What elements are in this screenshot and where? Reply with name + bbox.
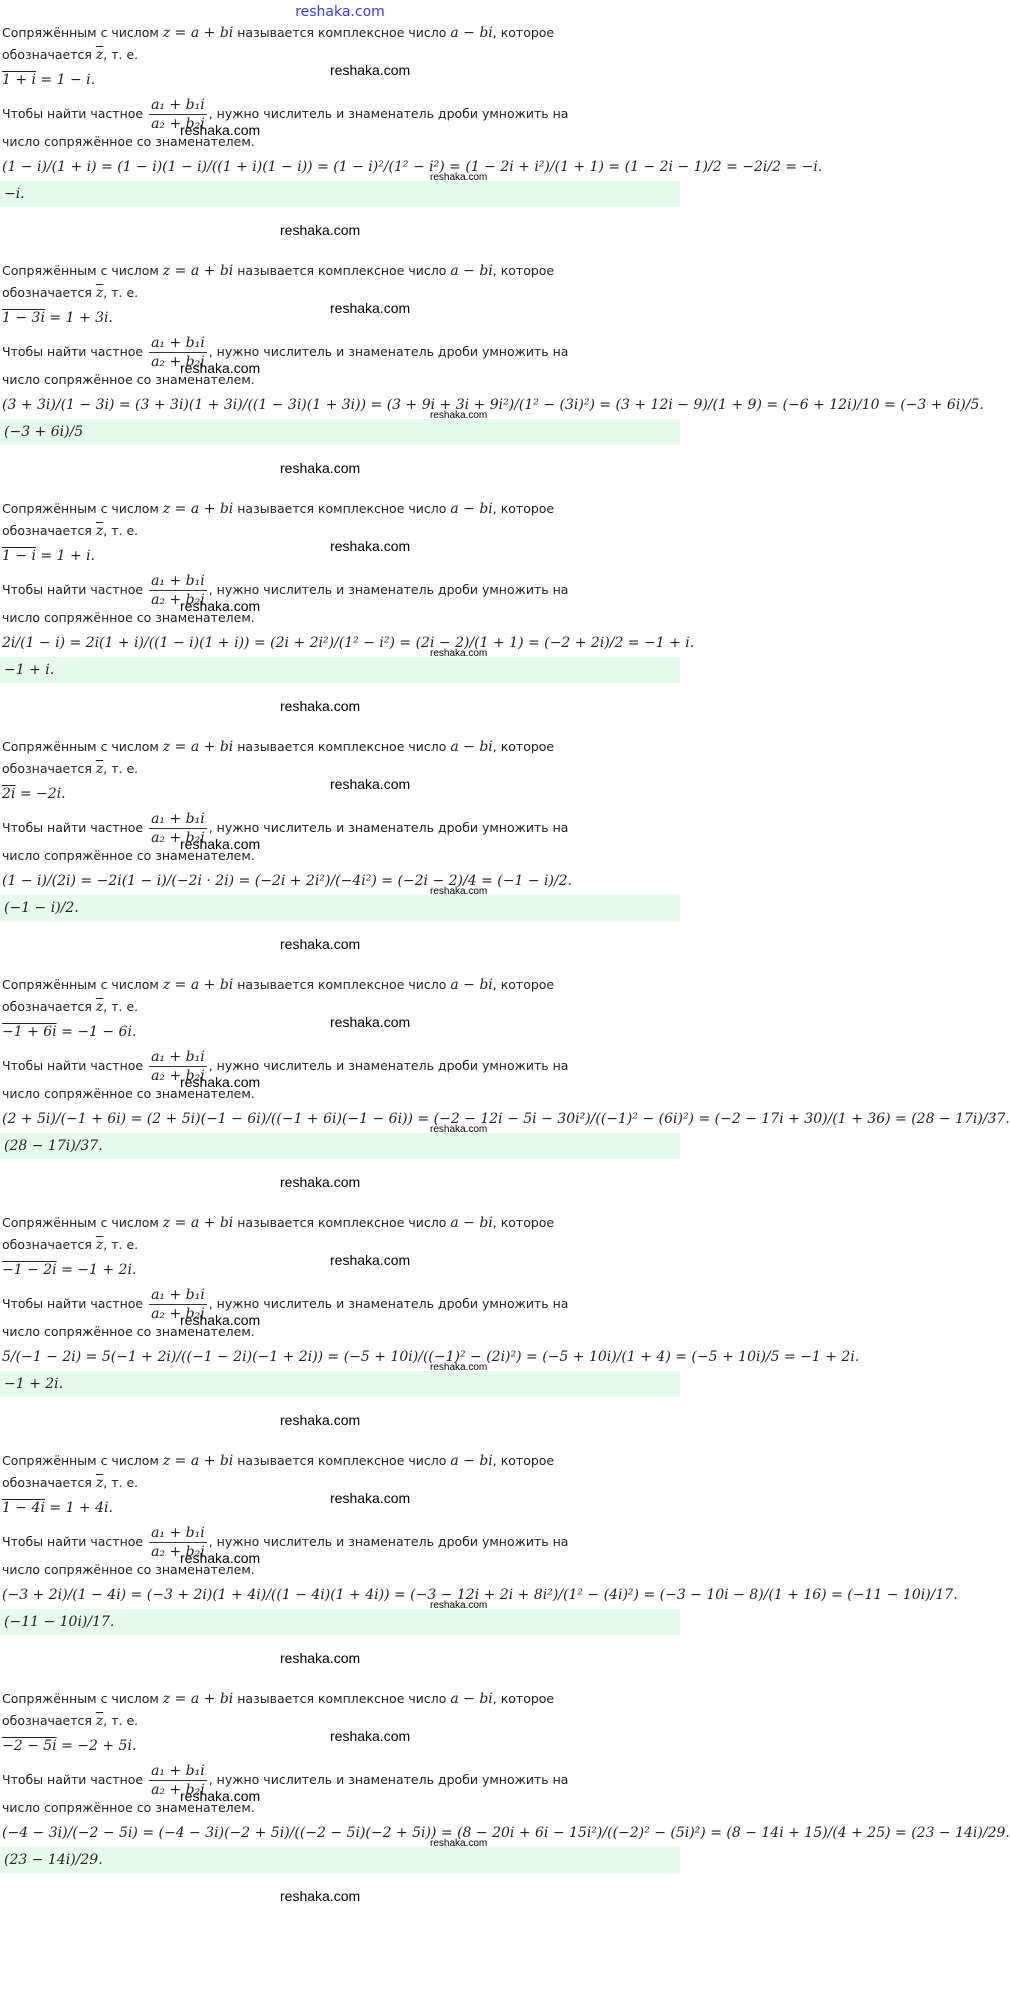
- z-bar: $\overline{z}$: [95, 285, 104, 301]
- watermark: reshaka.com: [330, 1252, 411, 1268]
- watermark: reshaka.com: [280, 222, 361, 238]
- calculation: 5/(−1 − 2i) = 5(−1 + 2i)/((−1 − 2i)(−1 + 2i)) = (−5 + 10i)/((−1)² − (2i)²) = (−5 + 10i)/(1 + 4) = (−5 + 10i)/5 = −1 + 2i.: [2, 1349, 860, 1365]
- definition-text: [0, 498, 680, 520]
- z-bar: $\overline{z}$: [95, 1475, 104, 1491]
- denoted-label: обозначается: [2, 285, 96, 300]
- z-bar: $\overline{z}$: [95, 47, 104, 63]
- conjugate-value: = −2 + 5i.: [56, 1738, 137, 1754]
- calculation: (3 + 3i)/(1 − 3i) = (3 + 3i)(1 + 3i)/((1 − 3i)(1 + 3i)) = (3 + 9i + 3i + 9i²)/(1² − (3i)²) = (3 + 12i − 9)/(1 + 9) = (−6 + 12i)/10 = (−3 + 6i)/5.: [2, 397, 984, 413]
- answer: −1 + 2i.: [0, 1371, 680, 1397]
- watermark: reshaka.com: [280, 1412, 361, 1428]
- rule-text: Чтобы найти частное: [2, 820, 148, 835]
- fraction-numerator: a₁ + b₁i: [151, 1525, 205, 1541]
- watermark: reshaka.com: [280, 936, 361, 952]
- watermark: reshaka.com: [430, 648, 488, 659]
- z-expression: z = a + bi: [162, 501, 234, 517]
- answer: −i.: [0, 181, 680, 207]
- watermark: reshaka.com: [180, 598, 261, 614]
- intro-text: Сопряжённым с числом: [2, 501, 163, 516]
- z-expression: z = a + bi: [162, 1691, 234, 1707]
- rule-text: Чтобы найти частное: [2, 582, 148, 597]
- watermark: reshaka.com: [330, 1490, 411, 1506]
- watermark: reshaka.com: [180, 1074, 261, 1090]
- rule-text: число сопряжённое со знаменателем.: [2, 1562, 255, 1577]
- conjugate-value: = 1 + 4i.: [44, 1500, 113, 1516]
- fraction-numerator: a₁ + b₁i: [151, 811, 205, 827]
- conjugate-value: = −1 + 2i.: [56, 1262, 137, 1278]
- watermark: reshaka.com: [180, 360, 261, 376]
- watermark: reshaka.com: [180, 1788, 261, 1804]
- z-bar: $\overline{z}$: [95, 761, 104, 777]
- conjugate-value: = 1 + 3i.: [44, 310, 113, 326]
- conjugate-bar: −2 − 5i: [2, 1738, 57, 1754]
- rule-text: Чтобы найти частное: [2, 344, 148, 359]
- definition-text: [0, 1450, 680, 1472]
- quotient-rule: [0, 1284, 680, 1343]
- z-expression: z = a + bi: [162, 263, 234, 279]
- watermark: reshaka.com: [330, 1728, 411, 1744]
- rule-text: , нужно числитель и знаменатель дроби умножить на: [208, 582, 569, 597]
- solution-block: [0, 736, 680, 974]
- fraction-denominator: a₂ + b₂i: [151, 830, 205, 846]
- conjugate-bar: 1 − i: [2, 548, 37, 564]
- intro-text: Сопряжённым с числом: [2, 25, 163, 40]
- intro-text: , которое: [492, 263, 555, 278]
- answer: −1 + i.: [0, 657, 680, 683]
- rule-text: , нужно числитель и знаменатель дроби умножить на: [208, 1058, 569, 1073]
- conjugate-expression: a − bi: [450, 739, 493, 755]
- watermark: reshaka.com: [180, 1550, 261, 1566]
- intro-text: Сопряжённым с числом: [2, 739, 163, 754]
- z-expression: z = a + bi: [162, 977, 234, 993]
- solution-content: [0, 22, 1010, 1926]
- intro-text: Сопряжённым с числом: [2, 263, 163, 278]
- intro-text: , которое: [492, 977, 555, 992]
- fraction-denominator: a₂ + b₂i: [151, 1544, 205, 1560]
- answer: (−11 − 10i)/17.: [0, 1609, 680, 1635]
- conjugate-bar: 1 − 3i: [2, 310, 45, 326]
- intro-text: Сопряжённым с числом: [2, 1453, 163, 1468]
- z-bar: $\overline{z}$: [95, 999, 104, 1015]
- rule-text: число сопряжённое со знаменателем.: [2, 1800, 255, 1815]
- intro-text: называется комплексное число: [233, 501, 451, 516]
- te-label: , т. е.: [103, 285, 139, 300]
- rule-text: Чтобы найти частное: [2, 1058, 148, 1073]
- conjugate-value: = 1 − i.: [36, 72, 96, 88]
- conjugate-bar: −1 + 6i: [2, 1024, 57, 1040]
- rule-text: Чтобы найти частное: [2, 1296, 148, 1311]
- intro-text: , которое: [492, 1215, 555, 1230]
- watermark: reshaka.com: [330, 538, 411, 554]
- quotient-rule: [0, 808, 680, 867]
- answer: (−1 − i)/2.: [0, 895, 680, 921]
- watermark: reshaka.com: [180, 836, 261, 852]
- conjugate-bar: 1 − 4i: [2, 1500, 45, 1516]
- calculation: (1 − i)/(2i) = −2i(1 − i)/(−2i · 2i) = (−2i + 2i²)/(−4i²) = (−2i − 2)/4 = (−1 − i)/2.: [2, 873, 573, 889]
- watermark: reshaka.com: [180, 1312, 261, 1328]
- conjugate-expression: a − bi: [450, 1691, 493, 1707]
- quotient-rule: [0, 332, 680, 391]
- intro-text: называется комплексное число: [233, 1453, 451, 1468]
- quotient-rule: [0, 1522, 680, 1581]
- calculation: (2 + 5i)/(−1 + 6i) = (2 + 5i)(−1 − 6i)/((−1 + 6i)(−1 − 6i)) = (−2 − 12i − 5i − 30i²)/((−1)² − (6i)²) = (−2 − 17i + 30)/(1 + 36) = (28 − 17i)/37.: [2, 1111, 1010, 1127]
- z-bar: $\overline{z}$: [95, 1237, 104, 1253]
- watermark: reshaka.com: [330, 300, 411, 316]
- intro-text: называется комплексное число: [233, 1691, 451, 1706]
- te-label: , т. е.: [103, 761, 139, 776]
- watermark: reshaka.com: [330, 62, 411, 78]
- fraction-denominator: a₂ + b₂i: [151, 354, 205, 370]
- te-label: , т. е.: [103, 47, 139, 62]
- intro-text: называется комплексное число: [233, 739, 451, 754]
- rule-text: Чтобы найти частное: [2, 1534, 148, 1549]
- intro-text: , которое: [492, 501, 555, 516]
- intro-text: называется комплексное число: [233, 977, 451, 992]
- fraction-denominator: a₂ + b₂i: [151, 1782, 205, 1798]
- definition-text: [0, 260, 680, 282]
- conjugate-value: = −2i.: [15, 786, 66, 802]
- solution-block: [0, 1450, 958, 1688]
- watermark: reshaka.com: [280, 698, 361, 714]
- conjugate-expression: a − bi: [450, 501, 493, 517]
- fraction-numerator: a₁ + b₁i: [151, 573, 205, 589]
- denoted-label: обозначается: [2, 1713, 96, 1728]
- answer: (−3 + 6i)/5: [0, 419, 680, 445]
- watermark: reshaka.com: [330, 776, 411, 792]
- definition-text: [0, 22, 680, 44]
- te-label: , т. е.: [103, 1237, 139, 1252]
- quotient-rule: [0, 1046, 680, 1105]
- conjugate-expression: a − bi: [450, 25, 493, 41]
- site-link[interactable]: reshaka.com: [295, 4, 385, 20]
- z-expression: z = a + bi: [162, 1453, 234, 1469]
- watermark: reshaka.com: [430, 1600, 488, 1611]
- intro-text: Сопряжённым с числом: [2, 1691, 163, 1706]
- intro-text: , которое: [492, 739, 555, 754]
- conjugate-bar: 1 + i: [2, 72, 37, 88]
- definition-text: [0, 736, 680, 758]
- denoted-label: обозначается: [2, 1475, 96, 1490]
- fraction-numerator: a₁ + b₁i: [151, 1049, 205, 1065]
- definition-text: [0, 974, 680, 996]
- rule-text: Чтобы найти частное: [2, 106, 148, 121]
- intro-text: Сопряжённым с числом: [2, 977, 163, 992]
- calculation: (−3 + 2i)/(1 − 4i) = (−3 + 2i)(1 + 4i)/((1 − 4i)(1 + 4i)) = (−3 − 12i + 2i + 8i²)/(1² − (4i)²) = (−3 − 10i − 8)/(1 + 16) = (−11 − 10i)/17.: [2, 1587, 958, 1603]
- rule-text: число сопряжённое со знаменателем.: [2, 1086, 255, 1101]
- te-label: , т. е.: [103, 999, 139, 1014]
- fraction-numerator: a₁ + b₁i: [151, 1763, 205, 1779]
- intro-text: называется комплексное число: [233, 1215, 451, 1230]
- z-expression: z = a + bi: [162, 739, 234, 755]
- definition-text: [0, 1212, 680, 1234]
- conjugate-expression: a − bi: [450, 263, 493, 279]
- quotient-rule: [0, 94, 680, 153]
- rule-text: , нужно числитель и знаменатель дроби умножить на: [208, 1534, 569, 1549]
- watermark: reshaka.com: [330, 1014, 411, 1030]
- denoted-label: обозначается: [2, 523, 96, 538]
- watermark: reshaka.com: [430, 1838, 488, 1849]
- calculation: 2i/(1 − i) = 2i(1 + i)/((1 − i)(1 + i)) = (2i + 2i²)/(1² − i²) = (2i − 2)/(1 + 1) = (−2 + 2i)/2 = −1 + i.: [2, 635, 695, 651]
- te-label: , т. е.: [103, 523, 139, 538]
- definition-text: [0, 1688, 680, 1710]
- solution-block: [0, 22, 823, 260]
- quotient-rule: [0, 1760, 680, 1819]
- fraction-denominator: a₂ + b₂i: [151, 592, 205, 608]
- rule-text: число сопряжённое со знаменателем.: [2, 372, 255, 387]
- watermark: reshaka.com: [280, 1888, 361, 1904]
- site-header: [0, 0, 680, 22]
- z-expression: z = a + bi: [162, 1215, 234, 1231]
- te-label: , т. е.: [103, 1475, 139, 1490]
- rule-text: число сопряжённое со знаменателем.: [2, 848, 255, 863]
- fraction-denominator: a₂ + b₂i: [151, 1068, 205, 1084]
- calculation: (−4 − 3i)/(−2 − 5i) = (−4 − 3i)(−2 + 5i)/((−2 − 5i)(−2 + 5i)) = (8 − 20i + 6i − 15i²)/((−2)² − (5i)²) = (8 − 14i + 15)/(4 + 25) = (23 − 14i)/29.: [2, 1825, 1010, 1841]
- calculation: (1 − i)/(1 + i) = (1 − i)(1 − i)/((1 + i)(1 − i)) = (1 − i)²/(1² − i²) = (1 − 2i + i²)/(1 + 1) = (1 − 2i − 1)/2 = −2i/2 = −i.: [2, 159, 823, 175]
- solution-block: [0, 1688, 1010, 1926]
- te-label: , т. е.: [103, 1713, 139, 1728]
- solution-block: [0, 974, 1010, 1212]
- solution-block: [0, 1212, 860, 1450]
- z-bar: $\overline{z}$: [95, 1713, 104, 1729]
- watermark: reshaka.com: [280, 460, 361, 476]
- answer: (23 − 14i)/29.: [0, 1847, 680, 1873]
- z-bar: $\overline{z}$: [95, 523, 104, 539]
- denoted-label: обозначается: [2, 761, 96, 776]
- z-expression: z = a + bi: [162, 25, 234, 41]
- rule-text: , нужно числитель и знаменатель дроби умножить на: [208, 820, 569, 835]
- watermark: reshaka.com: [180, 122, 261, 138]
- denoted-label: обозначается: [2, 1237, 96, 1252]
- rule-text: , нужно числитель и знаменатель дроби умножить на: [208, 1296, 569, 1311]
- conjugate-expression: a − bi: [450, 1215, 493, 1231]
- denoted-label: обозначается: [2, 47, 96, 62]
- intro-text: называется комплексное число: [233, 263, 451, 278]
- answer: (28 − 17i)/37.: [0, 1133, 680, 1159]
- watermark: reshaka.com: [280, 1174, 361, 1190]
- watermark: reshaka.com: [430, 1124, 488, 1135]
- fraction-numerator: a₁ + b₁i: [151, 97, 205, 113]
- intro-text: Сопряжённым с числом: [2, 1215, 163, 1230]
- watermark: reshaka.com: [280, 1650, 361, 1666]
- conjugate-bar: −1 − 2i: [2, 1262, 57, 1278]
- intro-text: , которое: [492, 1691, 555, 1706]
- intro-text: , которое: [492, 25, 555, 40]
- conjugate-expression: a − bi: [450, 977, 493, 993]
- fraction-denominator: a₂ + b₂i: [151, 1306, 205, 1322]
- watermark: reshaka.com: [430, 410, 488, 421]
- conjugate-value: = −1 − 6i.: [56, 1024, 137, 1040]
- fraction-numerator: a₁ + b₁i: [151, 1287, 205, 1303]
- solution-block: [0, 260, 984, 498]
- fraction-numerator: a₁ + b₁i: [151, 335, 205, 351]
- fraction-denominator: a₂ + b₂i: [151, 116, 205, 132]
- rule-text: , нужно числитель и знаменатель дроби умножить на: [208, 106, 569, 121]
- watermark: reshaka.com: [430, 1362, 488, 1373]
- rule-text: , нужно числитель и знаменатель дроби умножить на: [208, 1772, 569, 1787]
- denoted-label: обозначается: [2, 999, 96, 1014]
- quotient-rule: [0, 570, 680, 629]
- rule-text: , нужно числитель и знаменатель дроби умножить на: [208, 344, 569, 359]
- intro-text: называется комплексное число: [233, 25, 451, 40]
- rule-text: Чтобы найти частное: [2, 1772, 148, 1787]
- intro-text: , которое: [492, 1453, 555, 1468]
- rule-text: число сопряжённое со знаменателем.: [2, 134, 255, 149]
- watermark: reshaka.com: [430, 172, 488, 183]
- rule-text: число сопряжённое со знаменателем.: [2, 1324, 255, 1339]
- conjugate-bar: 2i: [2, 786, 16, 802]
- rule-text: число сопряжённое со знаменателем.: [2, 610, 255, 625]
- solution-block: [0, 498, 695, 736]
- conjugate-expression: a − bi: [450, 1453, 493, 1469]
- watermark: reshaka.com: [430, 886, 488, 897]
- conjugate-value: = 1 + i.: [36, 548, 96, 564]
